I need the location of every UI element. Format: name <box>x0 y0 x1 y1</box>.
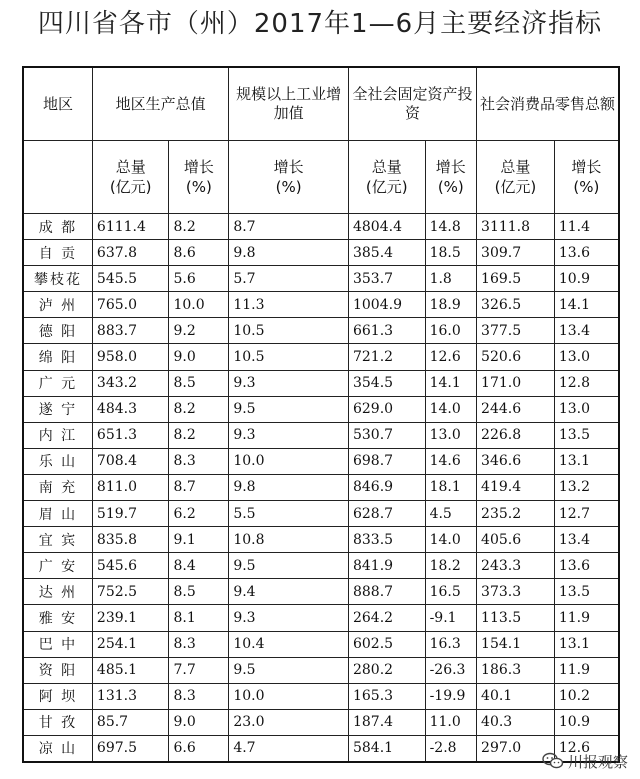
table-row <box>23 605 619 631</box>
gdp-total-cell: 545.6 <box>92 553 169 579</box>
investment-total-cell: 187.4 <box>348 709 425 735</box>
gdp-growth-cell: 9.1 <box>169 527 229 553</box>
retail-growth-cell: 10.2 <box>554 683 619 709</box>
retail-total-cell: 3111.8 <box>477 214 555 240</box>
retail-growth-cell: 13.0 <box>554 344 619 370</box>
industry-growth-cell: 9.8 <box>229 240 349 266</box>
retail-growth-cell: 12.8 <box>554 370 619 396</box>
gdp-growth-cell: 10.0 <box>169 292 229 318</box>
header-gdp: 地区生产总值 <box>92 67 228 141</box>
header-retail: 社会消费品零售总额 <box>477 67 619 141</box>
table-row <box>23 474 619 500</box>
table-row <box>23 240 619 266</box>
region-cell: 达 州 <box>23 579 92 605</box>
retail-total-cell: 154.1 <box>477 631 555 657</box>
region-cell: 自 贡 <box>23 240 92 266</box>
industry-growth-cell: 10.0 <box>229 683 349 709</box>
table-row <box>23 527 619 553</box>
gdp-growth-cell: 8.2 <box>169 214 229 240</box>
table-row <box>23 631 619 657</box>
gdp-growth-cell: 9.2 <box>169 318 229 344</box>
table-row <box>23 344 619 370</box>
investment-growth-cell: -26.3 <box>425 657 476 683</box>
region-cell: 德 阳 <box>23 318 92 344</box>
industry-growth-cell: 8.7 <box>229 214 349 240</box>
gdp-total-cell: 708.4 <box>92 448 169 474</box>
investment-growth-cell: 16.5 <box>425 579 476 605</box>
investment-growth-cell: 14.0 <box>425 527 476 553</box>
gdp-growth-cell: 7.7 <box>169 657 229 683</box>
industry-growth-cell: 9.3 <box>229 422 349 448</box>
gdp-growth-cell: 8.5 <box>169 370 229 396</box>
investment-total-cell: 353.7 <box>348 266 425 292</box>
industry-growth-cell: 9.5 <box>229 657 349 683</box>
investment-growth-cell: -2.8 <box>425 735 476 762</box>
region-cell: 攀枝花 <box>23 266 92 292</box>
gdp-total-cell: 883.7 <box>92 318 169 344</box>
gdp-total-cell: 131.3 <box>92 683 169 709</box>
gdp-total-cell: 85.7 <box>92 709 169 735</box>
investment-total-cell: 629.0 <box>348 396 425 422</box>
industry-growth-cell: 10.4 <box>229 631 349 657</box>
region-cell: 资 阳 <box>23 657 92 683</box>
retail-growth-cell: 10.9 <box>554 709 619 735</box>
region-cell: 阿 坝 <box>23 683 92 709</box>
industry-growth-cell: 9.8 <box>229 474 349 500</box>
region-cell: 内 江 <box>23 422 92 448</box>
gdp-growth-cell: 8.1 <box>169 605 229 631</box>
watermark-text: 川报观察 <box>567 752 628 771</box>
investment-growth-cell: 18.5 <box>425 240 476 266</box>
region-cell: 广 元 <box>23 370 92 396</box>
industry-growth-cell: 10.8 <box>229 527 349 553</box>
table-row <box>23 683 619 709</box>
header-investment: 全社会固定资产投资 <box>348 67 476 141</box>
industry-growth-cell: 11.3 <box>229 292 349 318</box>
investment-total-cell: 385.4 <box>348 240 425 266</box>
retail-total-cell: 40.1 <box>477 683 555 709</box>
investment-growth-cell: 14.8 <box>425 214 476 240</box>
investment-total-cell: 628.7 <box>348 501 425 527</box>
industry-growth-cell: 9.5 <box>229 553 349 579</box>
region-cell: 绵 阳 <box>23 344 92 370</box>
industry-growth-cell: 10.5 <box>229 318 349 344</box>
industry-growth-cell: 9.4 <box>229 579 349 605</box>
retail-growth-cell: 13.6 <box>554 240 619 266</box>
gdp-total-cell: 697.5 <box>92 735 169 762</box>
region-cell: 眉 山 <box>23 501 92 527</box>
retail-total-cell: 244.6 <box>477 396 555 422</box>
retail-total-cell: 243.3 <box>477 553 555 579</box>
industry-growth-cell: 9.3 <box>229 605 349 631</box>
header-region-blank <box>23 141 92 214</box>
investment-total-cell: 841.9 <box>348 553 425 579</box>
header-gdp-total: 总量 (亿元) <box>92 141 169 214</box>
industry-growth-cell: 4.7 <box>229 735 349 762</box>
gdp-total-cell: 254.1 <box>92 631 169 657</box>
retail-growth-cell: 12.6 <box>554 735 619 762</box>
investment-total-cell: 530.7 <box>348 422 425 448</box>
investment-growth-cell: 18.2 <box>425 553 476 579</box>
gdp-growth-cell: 8.2 <box>169 422 229 448</box>
region-cell: 宜 宾 <box>23 527 92 553</box>
investment-growth-cell: 1.8 <box>425 266 476 292</box>
gdp-total-cell: 752.5 <box>92 579 169 605</box>
retail-total-cell: 297.0 <box>477 735 555 762</box>
header-retail-growth: 增长 (%) <box>554 141 619 214</box>
table-row <box>23 657 619 683</box>
retail-growth-cell: 13.4 <box>554 527 619 553</box>
retail-growth-cell: 14.1 <box>554 292 619 318</box>
retail-total-cell: 309.7 <box>477 240 555 266</box>
gdp-growth-cell: 5.6 <box>169 266 229 292</box>
table-row <box>23 318 619 344</box>
region-cell: 雅 安 <box>23 605 92 631</box>
retail-total-cell: 377.5 <box>477 318 555 344</box>
gdp-total-cell: 651.3 <box>92 422 169 448</box>
industry-growth-cell: 23.0 <box>229 709 349 735</box>
investment-total-cell: 846.9 <box>348 474 425 500</box>
retail-total-cell: 186.3 <box>477 657 555 683</box>
investment-growth-cell: -9.1 <box>425 605 476 631</box>
investment-growth-cell: 14.1 <box>425 370 476 396</box>
industry-growth-cell: 9.5 <box>229 396 349 422</box>
table-row <box>23 370 619 396</box>
table-row <box>23 422 619 448</box>
gdp-total-cell: 765.0 <box>92 292 169 318</box>
investment-total-cell: 280.2 <box>348 657 425 683</box>
gdp-total-cell: 637.8 <box>92 240 169 266</box>
retail-total-cell: 235.2 <box>477 501 555 527</box>
header-investment-total: 总量 (亿元) <box>348 141 425 214</box>
gdp-total-cell: 239.1 <box>92 605 169 631</box>
gdp-growth-cell: 8.3 <box>169 448 229 474</box>
retail-total-cell: 113.5 <box>477 605 555 631</box>
retail-total-cell: 419.4 <box>477 474 555 500</box>
investment-growth-cell: 14.6 <box>425 448 476 474</box>
investment-growth-cell: 13.0 <box>425 422 476 448</box>
industry-growth-cell: 10.5 <box>229 344 349 370</box>
region-cell: 巴 中 <box>23 631 92 657</box>
gdp-growth-cell: 6.2 <box>169 501 229 527</box>
investment-total-cell: 1004.9 <box>348 292 425 318</box>
header-industry-growth: 增长 (%) <box>229 141 349 214</box>
region-cell: 泸 州 <box>23 292 92 318</box>
investment-growth-cell: 14.0 <box>425 396 476 422</box>
table-row <box>23 735 619 762</box>
gdp-total-cell: 811.0 <box>92 474 169 500</box>
gdp-total-cell: 835.8 <box>92 527 169 553</box>
investment-growth-cell: 18.9 <box>425 292 476 318</box>
header-gdp-growth: 增长 (%) <box>169 141 229 214</box>
investment-total-cell: 354.5 <box>348 370 425 396</box>
gdp-growth-cell: 8.5 <box>169 579 229 605</box>
industry-growth-cell: 5.7 <box>229 266 349 292</box>
retail-total-cell: 405.6 <box>477 527 555 553</box>
table-row <box>23 396 619 422</box>
wechat-icon <box>542 752 564 770</box>
table-row <box>23 448 619 474</box>
investment-total-cell: 888.7 <box>348 579 425 605</box>
retail-growth-cell: 13.6 <box>554 553 619 579</box>
retail-growth-cell: 13.0 <box>554 396 619 422</box>
region-cell: 广 安 <box>23 553 92 579</box>
region-cell: 南 充 <box>23 474 92 500</box>
retail-growth-cell: 13.1 <box>554 631 619 657</box>
header-region: 地区 <box>23 67 92 141</box>
gdp-growth-cell: 8.7 <box>169 474 229 500</box>
retail-growth-cell: 11.4 <box>554 214 619 240</box>
header-investment-growth: 增长 (%) <box>425 141 476 214</box>
table-row <box>23 501 619 527</box>
retail-total-cell: 169.5 <box>477 266 555 292</box>
investment-growth-cell: 12.6 <box>425 344 476 370</box>
watermark <box>542 749 628 773</box>
retail-growth-cell: 11.9 <box>554 657 619 683</box>
retail-growth-cell: 12.7 <box>554 501 619 527</box>
industry-growth-cell: 9.3 <box>229 370 349 396</box>
region-cell: 乐 山 <box>23 448 92 474</box>
gdp-growth-cell: 8.4 <box>169 553 229 579</box>
gdp-growth-cell: 8.2 <box>169 396 229 422</box>
retail-growth-cell: 11.9 <box>554 605 619 631</box>
retail-total-cell: 226.8 <box>477 422 555 448</box>
region-cell: 成 都 <box>23 214 92 240</box>
investment-total-cell: 264.2 <box>348 605 425 631</box>
industry-growth-cell: 10.0 <box>229 448 349 474</box>
table-row <box>23 292 619 318</box>
investment-total-cell: 602.5 <box>348 631 425 657</box>
gdp-total-cell: 958.0 <box>92 344 169 370</box>
investment-total-cell: 584.1 <box>348 735 425 762</box>
retail-total-cell: 373.3 <box>477 579 555 605</box>
industry-growth-cell: 5.5 <box>229 501 349 527</box>
retail-growth-cell: 13.5 <box>554 422 619 448</box>
investment-growth-cell: 16.0 <box>425 318 476 344</box>
region-cell: 凉 山 <box>23 735 92 762</box>
gdp-growth-cell: 8.6 <box>169 240 229 266</box>
retail-growth-cell: 13.1 <box>554 448 619 474</box>
table-row <box>23 709 619 735</box>
gdp-growth-cell: 6.6 <box>169 735 229 762</box>
gdp-total-cell: 519.7 <box>92 501 169 527</box>
table-row <box>23 579 619 605</box>
investment-growth-cell: 16.3 <box>425 631 476 657</box>
retail-total-cell: 40.3 <box>477 709 555 735</box>
investment-total-cell: 698.7 <box>348 448 425 474</box>
region-cell: 甘 孜 <box>23 709 92 735</box>
investment-total-cell: 4804.4 <box>348 214 425 240</box>
retail-growth-cell: 13.4 <box>554 318 619 344</box>
gdp-total-cell: 484.3 <box>92 396 169 422</box>
gdp-growth-cell: 9.0 <box>169 709 229 735</box>
retail-growth-cell: 13.2 <box>554 474 619 500</box>
economic-indicators-table <box>22 66 620 763</box>
region-cell: 遂 宁 <box>23 396 92 422</box>
investment-growth-cell: 18.1 <box>425 474 476 500</box>
gdp-total-cell: 545.5 <box>92 266 169 292</box>
gdp-growth-cell: 9.0 <box>169 344 229 370</box>
table-row <box>23 266 619 292</box>
investment-total-cell: 833.5 <box>348 527 425 553</box>
gdp-growth-cell: 8.3 <box>169 683 229 709</box>
gdp-total-cell: 343.2 <box>92 370 169 396</box>
header-retail-total: 总量 (亿元) <box>477 141 555 214</box>
table-row <box>23 214 619 240</box>
retail-growth-cell: 13.5 <box>554 579 619 605</box>
gdp-total-cell: 485.1 <box>92 657 169 683</box>
page-title: 四川省各市（州）2017年1—6月主要经济指标 <box>37 9 603 39</box>
gdp-growth-cell: 8.3 <box>169 631 229 657</box>
investment-total-cell: 721.2 <box>348 344 425 370</box>
retail-total-cell: 520.6 <box>477 344 555 370</box>
gdp-total-cell: 6111.4 <box>92 214 169 240</box>
retail-total-cell: 171.0 <box>477 370 555 396</box>
investment-total-cell: 165.3 <box>348 683 425 709</box>
investment-growth-cell: 11.0 <box>425 709 476 735</box>
investment-growth-cell: 4.5 <box>425 501 476 527</box>
table-row <box>23 553 619 579</box>
investment-growth-cell: -19.9 <box>425 683 476 709</box>
header-industry: 规模以上工业增加值 <box>229 67 349 141</box>
retail-total-cell: 346.6 <box>477 448 555 474</box>
retail-total-cell: 326.5 <box>477 292 555 318</box>
retail-growth-cell: 10.9 <box>554 266 619 292</box>
investment-total-cell: 661.3 <box>348 318 425 344</box>
